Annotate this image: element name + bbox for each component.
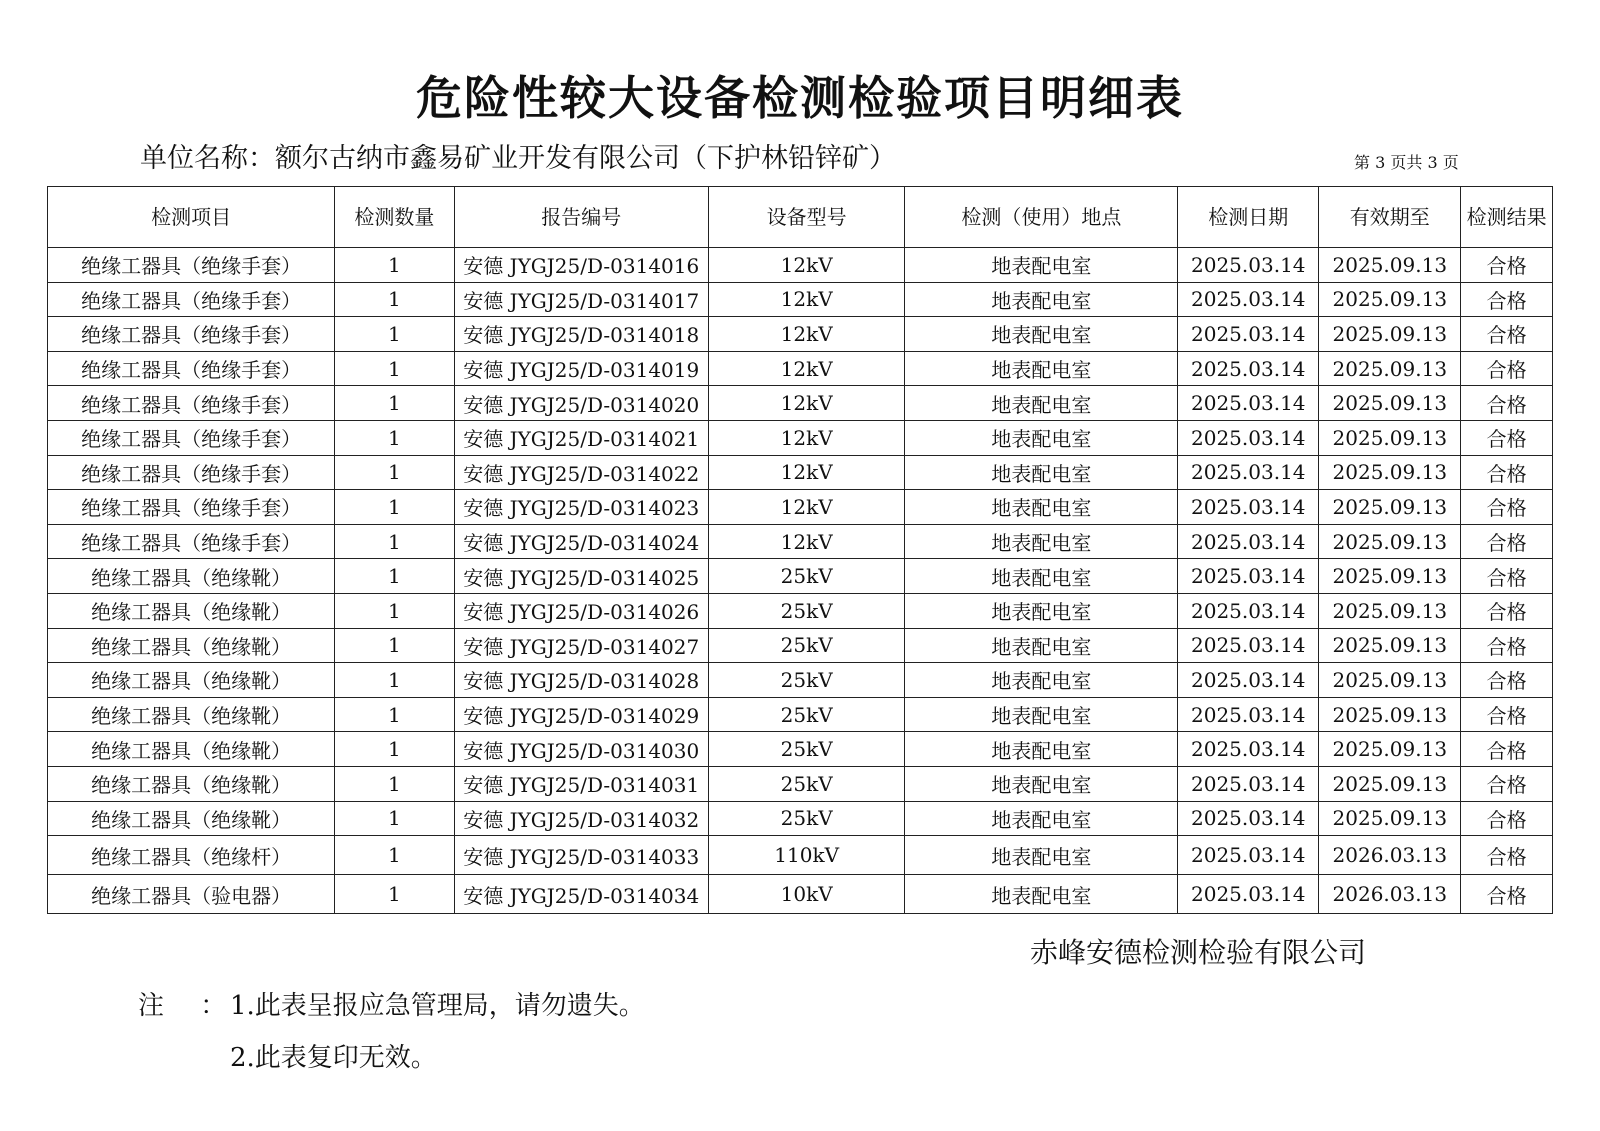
model-cell: 12kV xyxy=(708,317,905,352)
model-cell: 12kV xyxy=(708,282,905,317)
table-row xyxy=(48,593,1553,628)
report-number-cell: 安德 JYGJ25/D-0314023 xyxy=(454,490,708,525)
notes-label: 注 ： xyxy=(138,991,241,1021)
table-header-row xyxy=(48,187,1553,248)
location-cell: 地表配电室 xyxy=(905,386,1178,421)
item-cell: 绝缘工器具（绝缘手套） xyxy=(48,282,335,317)
quantity-cell: 1 xyxy=(335,732,454,767)
report-number-cell: 安德 JYGJ25/D-0314016 xyxy=(454,248,708,283)
location-cell: 地表配电室 xyxy=(905,420,1178,455)
result-cell: 合格 xyxy=(1461,801,1553,836)
table-body xyxy=(48,248,1553,914)
quantity-cell: 1 xyxy=(335,801,454,836)
item-cell: 绝缘工器具（绝缘手套） xyxy=(48,248,335,283)
table-row xyxy=(48,455,1553,490)
quantity-cell: 1 xyxy=(335,836,454,875)
valid-until-cell: 2025.09.13 xyxy=(1319,732,1461,767)
valid-until-cell: 2025.09.13 xyxy=(1319,455,1461,490)
result-cell: 合格 xyxy=(1461,420,1553,455)
test-date-cell: 2025.03.14 xyxy=(1178,524,1319,559)
quantity-cell: 1 xyxy=(335,663,454,698)
valid-until-cell: 2025.09.13 xyxy=(1319,766,1461,801)
item-cell: 绝缘工器具（绝缘靴） xyxy=(48,628,335,663)
result-cell: 合格 xyxy=(1461,593,1553,628)
test-date-cell: 2025.03.14 xyxy=(1178,455,1319,490)
table-row xyxy=(48,420,1553,455)
item-cell: 绝缘工器具（绝缘手套） xyxy=(48,420,335,455)
result-cell: 合格 xyxy=(1461,490,1553,525)
item-cell: 绝缘工器具（绝缘手套） xyxy=(48,317,335,352)
column-header: 有效期至 xyxy=(1319,187,1461,248)
column-header: 检测数量 xyxy=(335,187,454,248)
column-header: 报告编号 xyxy=(454,187,708,248)
location-cell: 地表配电室 xyxy=(905,490,1178,525)
report-number-cell: 安德 JYGJ25/D-0314034 xyxy=(454,875,708,914)
column-header: 检测日期 xyxy=(1178,187,1319,248)
location-cell: 地表配电室 xyxy=(905,628,1178,663)
test-date-cell: 2025.03.14 xyxy=(1178,593,1319,628)
table-row xyxy=(48,248,1553,283)
valid-until-cell: 2025.09.13 xyxy=(1319,351,1461,386)
table-row xyxy=(48,524,1553,559)
report-number-cell: 安德 JYGJ25/D-0314017 xyxy=(454,282,708,317)
report-number-cell: 安德 JYGJ25/D-0314032 xyxy=(454,801,708,836)
result-cell: 合格 xyxy=(1461,455,1553,490)
quantity-cell: 1 xyxy=(335,282,454,317)
valid-until-cell: 2025.09.13 xyxy=(1319,420,1461,455)
table-row xyxy=(48,386,1553,421)
item-cell: 绝缘工器具（绝缘靴） xyxy=(48,663,335,698)
location-cell: 地表配电室 xyxy=(905,524,1178,559)
model-cell: 12kV xyxy=(708,386,905,421)
test-date-cell: 2025.03.14 xyxy=(1178,875,1319,914)
page-number: 第 3 页共 3 页 xyxy=(1354,153,1459,172)
report-number-cell: 安德 JYGJ25/D-0314025 xyxy=(454,559,708,594)
result-cell: 合格 xyxy=(1461,697,1553,732)
location-cell: 地表配电室 xyxy=(905,351,1178,386)
quantity-cell: 1 xyxy=(335,248,454,283)
table-row xyxy=(48,697,1553,732)
valid-until-cell: 2025.09.13 xyxy=(1319,559,1461,594)
valid-until-cell: 2025.09.13 xyxy=(1319,248,1461,283)
valid-until-cell: 2025.09.13 xyxy=(1319,282,1461,317)
result-cell: 合格 xyxy=(1461,663,1553,698)
note-item: 2.此表复印无效。 xyxy=(230,1043,437,1073)
report-number-cell: 安德 JYGJ25/D-0314033 xyxy=(454,836,708,875)
table-row xyxy=(48,766,1553,801)
model-cell: 12kV xyxy=(708,455,905,490)
location-cell: 地表配电室 xyxy=(905,875,1178,914)
quantity-cell: 1 xyxy=(335,628,454,663)
test-date-cell: 2025.03.14 xyxy=(1178,351,1319,386)
test-date-cell: 2025.03.14 xyxy=(1178,663,1319,698)
test-date-cell: 2025.03.14 xyxy=(1178,801,1319,836)
test-date-cell: 2025.03.14 xyxy=(1178,559,1319,594)
location-cell: 地表配电室 xyxy=(905,248,1178,283)
model-cell: 25kV xyxy=(708,559,905,594)
valid-until-cell: 2025.09.13 xyxy=(1319,697,1461,732)
model-cell: 12kV xyxy=(708,351,905,386)
location-cell: 地表配电室 xyxy=(905,732,1178,767)
location-cell: 地表配电室 xyxy=(905,836,1178,875)
item-cell: 绝缘工器具（绝缘手套） xyxy=(48,524,335,559)
result-cell: 合格 xyxy=(1461,317,1553,352)
test-date-cell: 2025.03.14 xyxy=(1178,282,1319,317)
location-cell: 地表配电室 xyxy=(905,663,1178,698)
quantity-cell: 1 xyxy=(335,455,454,490)
report-number-cell: 安德 JYGJ25/D-0314020 xyxy=(454,386,708,421)
result-cell: 合格 xyxy=(1461,282,1553,317)
result-cell: 合格 xyxy=(1461,875,1553,914)
test-date-cell: 2025.03.14 xyxy=(1178,628,1319,663)
table-row xyxy=(48,559,1553,594)
unit-name: 单位名称：额尔古纳市鑫易矿业开发有限公司（下护林铅锌矿） xyxy=(140,143,896,174)
report-number-cell: 安德 JYGJ25/D-0314027 xyxy=(454,628,708,663)
table-row xyxy=(48,282,1553,317)
page-title: 危险性较大设备检测检验项目明细表 xyxy=(416,71,1184,125)
report-number-cell: 安德 JYGJ25/D-0314022 xyxy=(454,455,708,490)
quantity-cell: 1 xyxy=(335,317,454,352)
valid-until-cell: 2025.09.13 xyxy=(1319,317,1461,352)
test-date-cell: 2025.03.14 xyxy=(1178,836,1319,875)
report-number-cell: 安德 JYGJ25/D-0314021 xyxy=(454,420,708,455)
test-date-cell: 2025.03.14 xyxy=(1178,248,1319,283)
result-cell: 合格 xyxy=(1461,628,1553,663)
location-cell: 地表配电室 xyxy=(905,317,1178,352)
valid-until-cell: 2025.09.13 xyxy=(1319,663,1461,698)
table-row xyxy=(48,490,1553,525)
model-cell: 25kV xyxy=(708,663,905,698)
report-number-cell: 安德 JYGJ25/D-0314030 xyxy=(454,732,708,767)
table-row xyxy=(48,875,1553,914)
report-number-cell: 安德 JYGJ25/D-0314026 xyxy=(454,593,708,628)
report-number-cell: 安德 JYGJ25/D-0314028 xyxy=(454,663,708,698)
report-number-cell: 安德 JYGJ25/D-0314031 xyxy=(454,766,708,801)
column-header: 检测（使用）地点 xyxy=(905,187,1178,248)
item-cell: 绝缘工器具（绝缘靴） xyxy=(48,593,335,628)
signature-company: 赤峰安德检测检验有限公司 xyxy=(1030,936,1367,969)
test-date-cell: 2025.03.14 xyxy=(1178,386,1319,421)
valid-until-cell: 2025.09.13 xyxy=(1319,490,1461,525)
table-row xyxy=(48,801,1553,836)
table-row xyxy=(48,836,1553,875)
item-cell: 绝缘工器具（绝缘靴） xyxy=(48,766,335,801)
item-cell: 绝缘工器具（绝缘靴） xyxy=(48,559,335,594)
location-cell: 地表配电室 xyxy=(905,766,1178,801)
item-cell: 绝缘工器具（绝缘靴） xyxy=(48,801,335,836)
report-number-cell: 安德 JYGJ25/D-0314018 xyxy=(454,317,708,352)
model-cell: 25kV xyxy=(708,766,905,801)
report-number-cell: 安德 JYGJ25/D-0314019 xyxy=(454,351,708,386)
item-cell: 绝缘工器具（绝缘手套） xyxy=(48,386,335,421)
table-row xyxy=(48,628,1553,663)
model-cell: 12kV xyxy=(708,524,905,559)
column-header: 检测结果 xyxy=(1461,187,1553,248)
location-cell: 地表配电室 xyxy=(905,801,1178,836)
result-cell: 合格 xyxy=(1461,836,1553,875)
model-cell: 10kV xyxy=(708,875,905,914)
result-cell: 合格 xyxy=(1461,248,1553,283)
valid-until-cell: 2025.09.13 xyxy=(1319,628,1461,663)
model-cell: 25kV xyxy=(708,628,905,663)
valid-until-cell: 2025.09.13 xyxy=(1319,386,1461,421)
quantity-cell: 1 xyxy=(335,875,454,914)
quantity-cell: 1 xyxy=(335,593,454,628)
model-cell: 12kV xyxy=(708,420,905,455)
inspection-table xyxy=(47,186,1553,914)
valid-until-cell: 2026.03.13 xyxy=(1319,836,1461,875)
test-date-cell: 2025.03.14 xyxy=(1178,317,1319,352)
result-cell: 合格 xyxy=(1461,524,1553,559)
test-date-cell: 2025.03.14 xyxy=(1178,490,1319,525)
quantity-cell: 1 xyxy=(335,524,454,559)
model-cell: 110kV xyxy=(708,836,905,875)
location-cell: 地表配电室 xyxy=(905,559,1178,594)
test-date-cell: 2025.03.14 xyxy=(1178,697,1319,732)
quantity-cell: 1 xyxy=(335,697,454,732)
location-cell: 地表配电室 xyxy=(905,455,1178,490)
report-number-cell: 安德 JYGJ25/D-0314024 xyxy=(454,524,708,559)
note-item: 1.此表呈报应急管理局，请勿遗失。 xyxy=(230,991,645,1021)
test-date-cell: 2025.03.14 xyxy=(1178,732,1319,767)
location-cell: 地表配电室 xyxy=(905,593,1178,628)
quantity-cell: 1 xyxy=(335,386,454,421)
item-cell: 绝缘工器具（绝缘靴） xyxy=(48,697,335,732)
valid-until-cell: 2026.03.13 xyxy=(1319,875,1461,914)
valid-until-cell: 2025.09.13 xyxy=(1319,593,1461,628)
quantity-cell: 1 xyxy=(335,766,454,801)
item-cell: 绝缘工器具（绝缘手套） xyxy=(48,351,335,386)
model-cell: 12kV xyxy=(708,490,905,525)
test-date-cell: 2025.03.14 xyxy=(1178,420,1319,455)
item-cell: 绝缘工器具（验电器） xyxy=(48,875,335,914)
quantity-cell: 1 xyxy=(335,351,454,386)
column-header: 检测项目 xyxy=(48,187,335,248)
test-date-cell: 2025.03.14 xyxy=(1178,766,1319,801)
quantity-cell: 1 xyxy=(335,490,454,525)
item-cell: 绝缘工器具（绝缘手套） xyxy=(48,455,335,490)
valid-until-cell: 2025.09.13 xyxy=(1319,524,1461,559)
result-cell: 合格 xyxy=(1461,766,1553,801)
location-cell: 地表配电室 xyxy=(905,697,1178,732)
result-cell: 合格 xyxy=(1461,559,1553,594)
model-cell: 25kV xyxy=(708,801,905,836)
quantity-cell: 1 xyxy=(335,420,454,455)
model-cell: 12kV xyxy=(708,248,905,283)
item-cell: 绝缘工器具（绝缘靴） xyxy=(48,732,335,767)
result-cell: 合格 xyxy=(1461,732,1553,767)
table-row xyxy=(48,317,1553,352)
item-cell: 绝缘工器具（绝缘手套） xyxy=(48,490,335,525)
table-row xyxy=(48,351,1553,386)
table-row xyxy=(48,663,1553,698)
model-cell: 25kV xyxy=(708,732,905,767)
quantity-cell: 1 xyxy=(335,559,454,594)
result-cell: 合格 xyxy=(1461,351,1553,386)
model-cell: 25kV xyxy=(708,593,905,628)
report-number-cell: 安德 JYGJ25/D-0314029 xyxy=(454,697,708,732)
location-cell: 地表配电室 xyxy=(905,282,1178,317)
item-cell: 绝缘工器具（绝缘杆） xyxy=(48,836,335,875)
column-header: 设备型号 xyxy=(708,187,905,248)
table-row xyxy=(48,732,1553,767)
model-cell: 25kV xyxy=(708,697,905,732)
valid-until-cell: 2025.09.13 xyxy=(1319,801,1461,836)
result-cell: 合格 xyxy=(1461,386,1553,421)
